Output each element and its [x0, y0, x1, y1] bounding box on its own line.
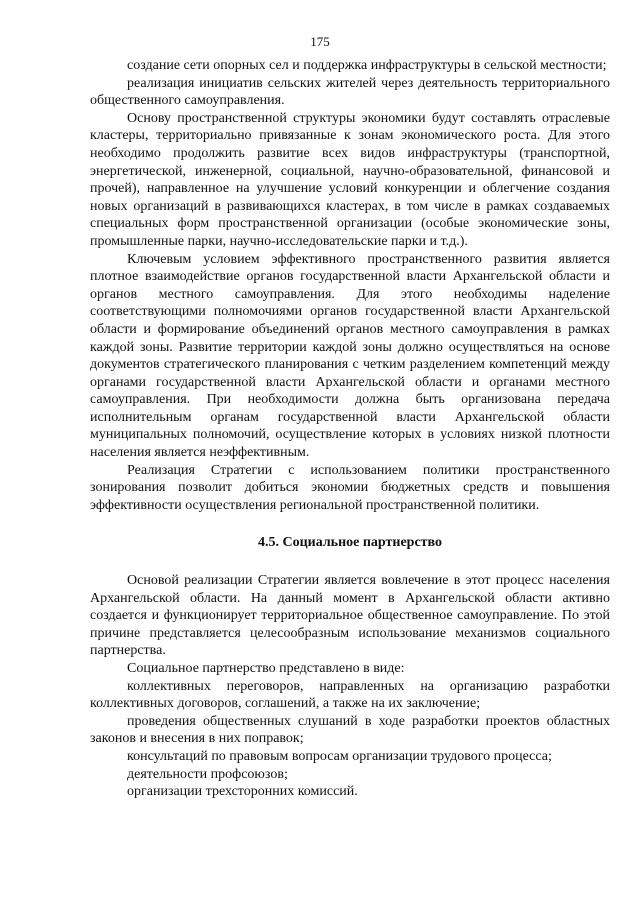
- list-item: организации трехсторонних комиссий.: [127, 784, 358, 800]
- page-content: [90, 57, 610, 801]
- paragraph: реализация инициатив сельских жителей через деятельность территориального общественного самоуправления.: [90, 75, 610, 109]
- paragraph: Основой реализации Стратегии является вовлечение в этот процесс населения Архангельской области. На данный момент в Архангельской области активно создается и функционирует территориальное общественное самоуправление. По этой причине представляется целесообразным использование механизмов социального партнерства.: [90, 573, 610, 659]
- list-item: консультаций по правовым вопросам организации трудового процесса;: [127, 748, 552, 764]
- list-item: деятельности профсоюзов;: [127, 766, 288, 782]
- paragraph: Основу пространственной структуры экономики будут составлять отраслевые кластеры, территориально привязанные к зонам экономического роста. Для этого необходимо продолжить развитие всех видов инфраструктуры (транспортной, энергетической, инженерной, социальной, научно-образовательной, финансовой и прочей), направленное на улучшение условий конкуренции и облегчение создания новых организаций в развивающихся кластерах, в том числе в рамках создаваемых специальных форм пространственной организации (особые экономические зоны, промышленные парки, научно-исследовательские парки и т.д.).: [90, 110, 610, 249]
- paragraph: создание сети опорных сел и поддержка инфраструктуры в сельской местности;: [127, 58, 607, 73]
- page-number: 175: [310, 34, 330, 49]
- list-item: коллективных переговоров, направленных на организацию разработки коллективных договоров, соглашений, а также на их заключение;: [90, 678, 610, 712]
- list-item: проведения общественных слушаний в ходе разработки проектов областных законов и внесения в них поправок;: [90, 713, 610, 747]
- paragraph: Реализация Стратегии с использованием политики пространственного зонирования позволит добиться экономии бюджетных средств и повышения эффективности осуществления региональной пространственной политики.: [90, 462, 610, 513]
- paragraph: Социальное партнерство представлено в виде:: [127, 661, 405, 676]
- section-heading: 4.5. Социальное партнерство: [257, 535, 443, 551]
- paragraph: Ключевым условием эффективного пространственного развития является плотное взаимодействие органов государственной власти Архангельской области и органов местного самоуправления. Для этого необходимы наделение соответствующими полномочиями органов государственной власти Архангельской области и формирование объединений органов местного самоуправления в рамках каждой зоны. Развитие территории каждой зоны должно осуществляться на основе документов стратегического планирования с четким разделением компетенций между органами государственной власти Архангельской области и органами местного самоуправления. При необходимости должна быть организована передача исполнительным органам государственной власти Архангельской области муниципальных полномочий, осуществление которых в условиях низкой плотности населения является неэффективным.: [90, 251, 610, 461]
